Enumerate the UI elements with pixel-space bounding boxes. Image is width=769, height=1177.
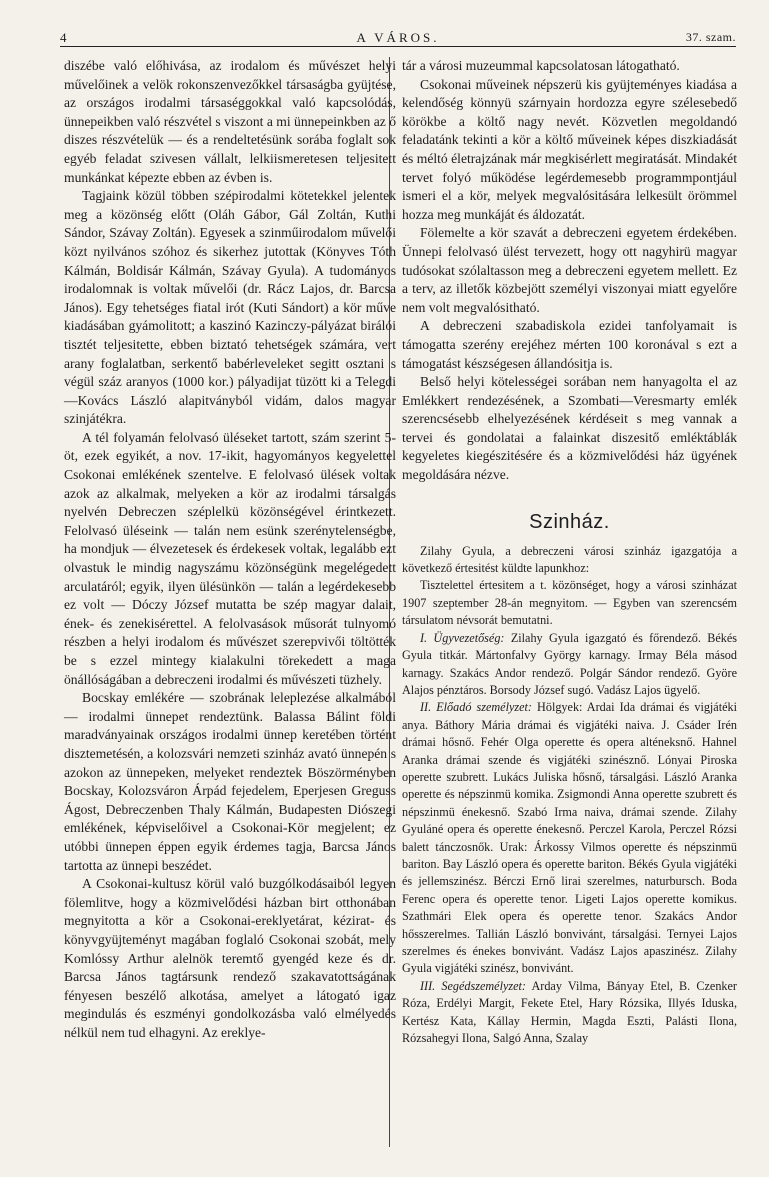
theatre-paragraph: II. Előadó személyzet: Hölgyek: Ardai Ida drámai és vigjátéki anya. Báthory Mária drámai és vigjátéki naiva. J. Csáder Irén drámai hősnő. Fehér Olga operette és opera alténeksnő. Hahnel Aranka drámai szende és vigjátéki szinésznő. Lónyai Piroska operette szubrett. Lukács Juliska hősnő, társalgási. László Aranka operette és népszinmü komika. Zsigmondi Anna operette szubrett és népszinmü énekesnő. Szabó Irma naiva, drámai szende. Zilahy Gyuláné opera és operette énekesnő. Perczel Karola, Perczel Rózsi balett tánczosnők. Urak: Árkossy Vilmos operette és népszinmü bariton. Bay László opera és operette bariton. Békés Gyula vigjátéki és jellemszinész. Bérczi Ernő lirai szerelmes, naturbursch. Boda Ferenc opera és operette tenor. Ligeti Lajos operette komikus. Szathmári Elek opera és operette tenor. Szakács Andor hősszerelmes. Tallián László bonvivánt, társalgási. Ternyei Lajos szerelmes és énekes bonvivánt. Vadász Lajos apaszinész. Zilahy Gyula vigjátéki szinész, bonvivánt. — [402, 700, 737, 976]
theatre-paragraph: III. Segédszemélyzet: Arday Vilma, Bányay Etel, B. Czenker Róza, Erdélyi Margit, Fekete Etel, Hary Rózsika, Illyés Iduska, Kertész Kata, Kállay Hermin, Magda Eszti, Palásti Ilona, Rózsahegyi Ilona, Salgó Anna, Szalay — [402, 978, 737, 1046]
paragraph: diszébe való előhivása, az irodalom és művészet helyi művelőinek a velök rokonszenvezőkkel társaságba gyüjtése, az országos irodalmi társaséggokkal való kapcsolódás, ünnepeikben való részvétel s viszont a mi ünnepeinkben az ő diszes részvételük — és a rendeltetésünk sorába foglalt sok egyéb feladat szivesen vállalt, lelkiismeretesen teljesitett munkánkat képezte ebben az évben is. — [64, 58, 396, 185]
section-lead: III. Segédszemélyzet: — [420, 978, 526, 993]
section-lead: I. Ügyvezetőség: — [420, 630, 505, 645]
header-rule — [60, 46, 736, 47]
paragraph: Csokonai műveinek népszerü kis gyüjteményes kiadása a kelendőség könnyü szárnyain hordozza egyre szélesebedő körökbe a költő nagy nevét. Közvetlen megoldandó feladatánk tekinti a kör a költő műveinek képes diszkiadását és méltó életrajzának már megkisérlett megiratását. Mindakét tervet folyó működése legérdemesebb programmpontjául ismeri el a kör, melyek megvalósitására lelkesült örömmel hozza meg munkáját és áldozatát. — [402, 76, 737, 222]
newspaper-title: A VÁROS. — [356, 30, 440, 45]
paragraph: A tél folyamán felolvasó üléseket tartott, szám szerint 5-öt, ezek egyikét, a nov. 17-ikit, hagyományos kegyelettel Csokonai emlékének szentelve. E felolvasó ülések voltak azok az alkalmak, melyeken a kör az irodalmi társalgás nyelvén Debreczen széplelkü közönségével érintkezett. Felolvasó üléseink — talán nem esünk szerénytelenségbe, ha mondjuk — élvezetesek és érdekesek voltak, legalább ezt olvastuk le mindig nagyszámu közönségünk megelégedett arculatáról; egyik, ilyen ülésünkön — talán a legérdekesebb ez volt — Dóczy József mutatta be szép magyar dalait, ének- és zenekisérettel. A felolvasások műsorát tulnyomó részben a helyi irodalom és művészet szerepvivői töltötték be s ezzel mintegy kialakulni törekedett a maga önállóságában a debreczeni irodalmi és művészeti tüzhely. — [64, 429, 396, 687]
paragraph: A debreczeni szabadiskola ezidei tanfolyamait is támogatta szerény erejéhez mérten 100 koronával s ezt a támogatást készségesen állandósitja is. — [402, 318, 737, 371]
paragraph: Tagjaink közül többen szépirodalmi kötetekkel jelentek meg a közönség előtt (Oláh Gábor, Gál Zoltán, Kuthi Sándor, Szávay Zoltán). Egyesek a szinműirodalom művelői közt nyilvános szóhoz és sikerhez jutottak (Könyves Tóth Kálmán, Boldisár Kálmán, Szávay Gyula). A tudományos irodalomnak is voltak művelői (dr. Rácz Lajos, dr. Barcsa János). Egy tehetséges fiatal irót (Kuti Sándort) a kör műve kiadásában gyámolitott; a kaszinó Kazinczy-pályázat birálói tisztét teljesitette, ebben biztató tehetségek számára, vert arany foglalatban, serkentő babérleveleket segitt osztani s végül száz aranyos (1000 kor.) pályadijat tüzött ki a Telegdi—Kovács László alapitványból vidám, dalos magyar szinjátékra. — [64, 188, 396, 427]
paragraph: Bocskay emlékére — szobrának leleplezése alkalmából — irodalmi ünnepet rendeztünk. Balassa Bálint földi maradványainak országos irodalmi ünnep keretében történt disztemetésén, a kolozsvári nemzeti szinház avató ünnepén s azokon az ünnepeken, melyeket rendeztek Böszörményben Bocskay, Kolozsváron Árpád fejedelem, Eperjesen Greguss Ágost, Debreczenben Thaly Kálmán, Budapesten Diószegi emlékének, képviselőivel a Csokonai-Kör megjelent; ez utóbbi ünnepen éppen egyik érdemes tagja, Barcsa János tartotta az ünnepi beszédet. — [64, 690, 396, 873]
theatre-paragraph: Zilahy Gyula, a debreczeni városi szinház igazgatója a következő értesitést küldte lapunkhoz: — [402, 543, 737, 576]
page-header — [60, 30, 736, 50]
issue-number: 37. szam. — [685, 30, 736, 44]
left-column — [64, 57, 396, 1042]
section-lead: II. Előadó személyzet: — [420, 700, 532, 715]
section-title-theatre: Szinház. — [529, 510, 610, 533]
theatre-section — [402, 543, 737, 1048]
right-column — [402, 57, 737, 1047]
paragraph: Belső helyi kötelességei sorában nem hanyagolta el az Emlékkert rendezésének, a Szombati—Veresmarty emlék szerencsésebb elhelyezésének kérdéseit s meg vannak a tervei és gondolatai a falainkat diszesitő emléktáblák kegyeletes kiegészitésére és a közmivelődési ház ügyének megoldására nézve. — [402, 374, 737, 483]
page-number: 4 — [60, 30, 67, 45]
theatre-paragraph: I. Ügyvezetőség: Zilahy Gyula igazgató és főrendező. Békés Gyula titkár. Mártonfalvy György karnagy. Irmay Béla másod karnagy. Szakács Andor rendező. Polgár Sándor rendező. Györe Alajos pénztáros. Borsody József sugó. Vadász Lajos ügyelő. — [402, 630, 737, 697]
theatre-paragraph: Tisztelettel értesitem a t. közönséget, hogy a városi szinházat 1907 szeptember 28-án megnyitom. — Egyben van szerencsém társulatom névsorát bemutatni. — [402, 578, 737, 628]
paragraph: tár a városi muzeummal kapcsolatosan látogatható. — [402, 58, 680, 73]
paragraph: A Csokonai-kultusz körül való buzgólkodásaiból legyen fölemlitve, hogy a közmivelődési házban birt otthonában megnyitotta a kör a Csokonai-ereklyetárat, kézirat- és könyvgyüjteményt magában foglaló Csokonai szobát, mely Komlóssy Arthur alelnök teremtő gyengéd keze és dr. Barcsa János tagtársunk rendező szakavatottságának fényesen beszélő alkotása, amelyet a látogató igaz megindulás és eszményi gondolkozásba való elmélyedés nélkül nem tud elhagyni. Az ereklye- — [64, 876, 396, 1040]
paragraph: Fölemelte a kör szavát a debreczeni egyetem érdekében. Ünnepi felolvasó ülést tervezett, hogy ott nagyhirü magyar tudósokat szólaltasson meg a debreczeni egyetem mellett. Ez a terv, az illetők közbejött személyi viszonyai miatt egyelőre nem volt megvalósitható. — [402, 225, 737, 315]
